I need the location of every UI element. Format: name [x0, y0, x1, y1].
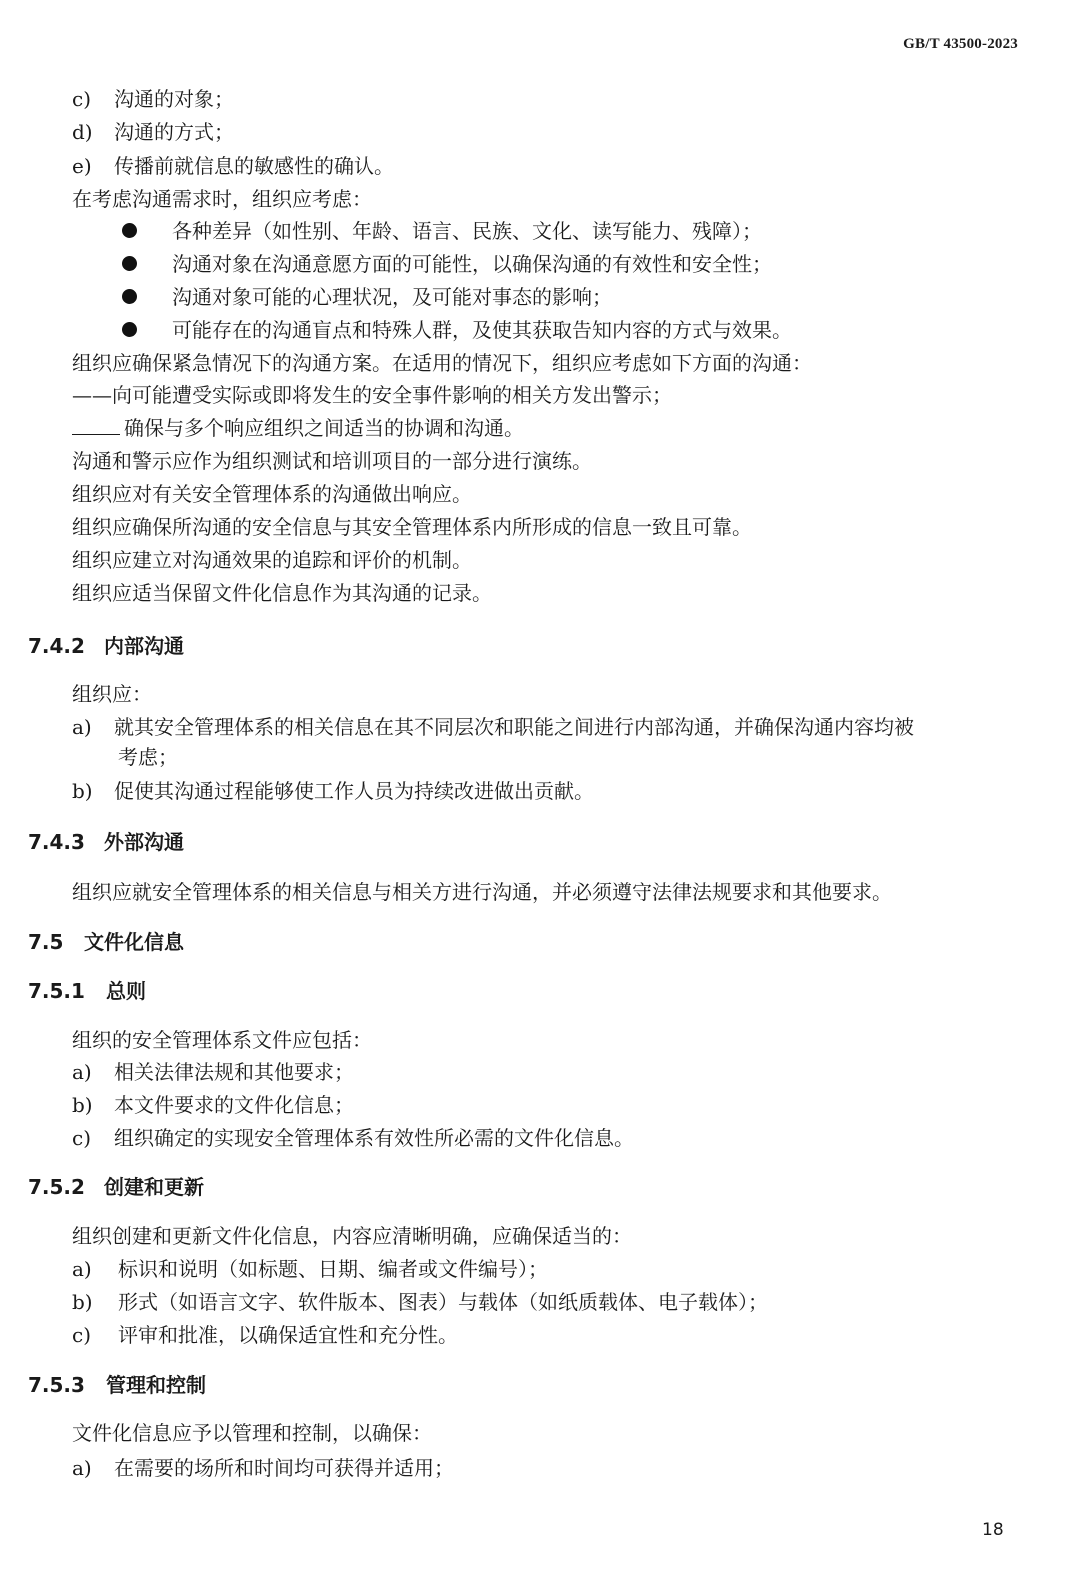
section-title: 文件化信息 — [84, 930, 184, 954]
paragraph: 组织应对有关安全管理体系的沟通做出响应。 — [72, 482, 472, 506]
list-text: 就其安全管理体系的相关信息在其不同层次和职能之间进行内部沟通，并确保沟通内容均被 — [114, 715, 914, 739]
section-number: 7.4.3 — [28, 830, 85, 854]
list-marker: b) — [72, 1093, 93, 1117]
section-title: 外部沟通 — [104, 830, 184, 854]
list-text: 标识和说明（如标题、日期、编者或文件编号）； — [118, 1257, 548, 1281]
bullet-icon — [122, 322, 137, 337]
list-text: 沟通的对象； — [114, 87, 234, 111]
list-text: 沟通的方式； — [114, 120, 234, 144]
list-item — [72, 119, 234, 145]
section-number: 7.4.2 — [28, 634, 85, 658]
paragraph: 组织应建立对沟通效果的追踪和评价的机制。 — [72, 548, 472, 572]
section-number: 7.5 — [28, 930, 64, 954]
paragraph: 组织应确保紧急情况下的沟通方案。在适用的情况下，组织应考虑如下方面的沟通： — [72, 351, 812, 375]
bullet-text: 沟通对象可能的心理状况，及可能对事态的影响； — [172, 285, 612, 309]
section-number: 7.5.1 — [28, 979, 85, 1003]
list-text: 形式（如语言文字、软件版本、图表）与载体（如纸质载体、电子载体）； — [118, 1290, 768, 1314]
section-number: 7.5.3 — [28, 1373, 85, 1397]
list-marker: a) — [72, 1060, 92, 1084]
list-item — [72, 1125, 634, 1151]
list-marker: c) — [72, 87, 92, 111]
bullet-text: 沟通对象在沟通意愿方面的可能性，以确保沟通的有效性和安全性； — [172, 252, 772, 276]
bullet-icon — [122, 289, 137, 304]
list-marker: a) — [72, 715, 92, 739]
list-marker: c) — [72, 1126, 92, 1150]
list-marker: a) — [72, 1456, 92, 1480]
dash-item — [72, 382, 672, 408]
standard-code: GB/T 43500-2023 — [903, 36, 1018, 52]
list-item — [72, 1092, 354, 1118]
list-marker: a) — [72, 1257, 92, 1281]
list-item — [72, 153, 394, 179]
dash-text: 确保与多个响应组织之间适当的协调和沟通。 — [124, 416, 524, 440]
dash-marker: —— — [72, 383, 112, 407]
list-text: 组织确定的实现安全管理体系有效性所必需的文件化信息。 — [114, 1126, 634, 1150]
section-number: 7.5.2 — [28, 1175, 85, 1199]
list-marker: e) — [72, 154, 92, 178]
bullet-text: 可能存在的沟通盲点和特殊人群，及使其获取告知内容的方式与效果。 — [172, 318, 792, 342]
section-title: 创建和更新 — [104, 1175, 204, 1199]
paragraph: 组织应就安全管理体系的相关信息与相关方进行沟通，并必须遵守法律法规要求和其他要求。 — [72, 880, 892, 904]
paragraph: 文件化信息应予以管理和控制，以确保： — [72, 1421, 432, 1445]
list-text: 传播前就信息的敏感性的确认。 — [114, 154, 394, 178]
list-item — [72, 1059, 354, 1085]
paragraph: 组织创建和更新文件化信息，内容应清晰明确，应确保适当的： — [72, 1224, 632, 1248]
section-title: 管理和控制 — [106, 1373, 206, 1397]
section-heading — [28, 829, 184, 855]
paragraph: 组织的安全管理体系文件应包括： — [72, 1028, 372, 1052]
paragraph: 在考虑沟通需求时，组织应考虑： — [72, 187, 372, 211]
list-item — [72, 714, 914, 740]
list-marker: d) — [72, 120, 93, 144]
list-item — [72, 86, 234, 112]
list-continuation: 考虑； — [118, 745, 178, 769]
list-marker: b) — [72, 1290, 93, 1314]
section-heading — [28, 978, 146, 1004]
list-text: 促使其沟通过程能够使工作人员为持续改进做出贡献。 — [114, 779, 594, 803]
list-item — [72, 1289, 768, 1315]
paragraph: 组织应： — [72, 682, 152, 706]
bullet-text: 各种差异（如性别、年龄、语言、民族、文化、读写能力、残障）； — [172, 219, 762, 243]
section-heading — [28, 1372, 206, 1398]
section-title: 总则 — [106, 979, 146, 1003]
bullet-icon — [122, 223, 137, 238]
bullet-icon — [122, 256, 137, 271]
paragraph: 沟通和警示应作为组织测试和培训项目的一部分进行演练。 — [72, 449, 592, 473]
section-heading — [28, 633, 184, 659]
section-heading — [28, 1174, 204, 1200]
list-text: 本文件要求的文件化信息； — [114, 1093, 354, 1117]
dash-item — [72, 415, 524, 441]
list-text: 在需要的场所和时间均可获得并适用； — [114, 1456, 454, 1480]
list-item — [72, 778, 594, 804]
underline-blank — [72, 416, 120, 435]
list-marker: b) — [72, 779, 93, 803]
dash-text: 向可能遭受实际或即将发生的安全事件影响的相关方发出警示； — [112, 383, 672, 407]
page-number: 18 — [982, 1520, 1004, 1540]
list-item — [72, 1455, 454, 1481]
section-heading — [28, 929, 184, 955]
list-text: 评审和批准，以确保适宜性和充分性。 — [118, 1323, 458, 1347]
list-item — [72, 1256, 548, 1282]
paragraph: 组织应适当保留文件化信息作为其沟通的记录。 — [72, 581, 492, 605]
list-text: 相关法律法规和其他要求； — [114, 1060, 354, 1084]
list-marker: c) — [72, 1323, 92, 1347]
paragraph: 组织应确保所沟通的安全信息与其安全管理体系内所形成的信息一致且可靠。 — [72, 515, 752, 539]
list-item — [72, 1322, 458, 1348]
section-title: 内部沟通 — [104, 634, 184, 658]
